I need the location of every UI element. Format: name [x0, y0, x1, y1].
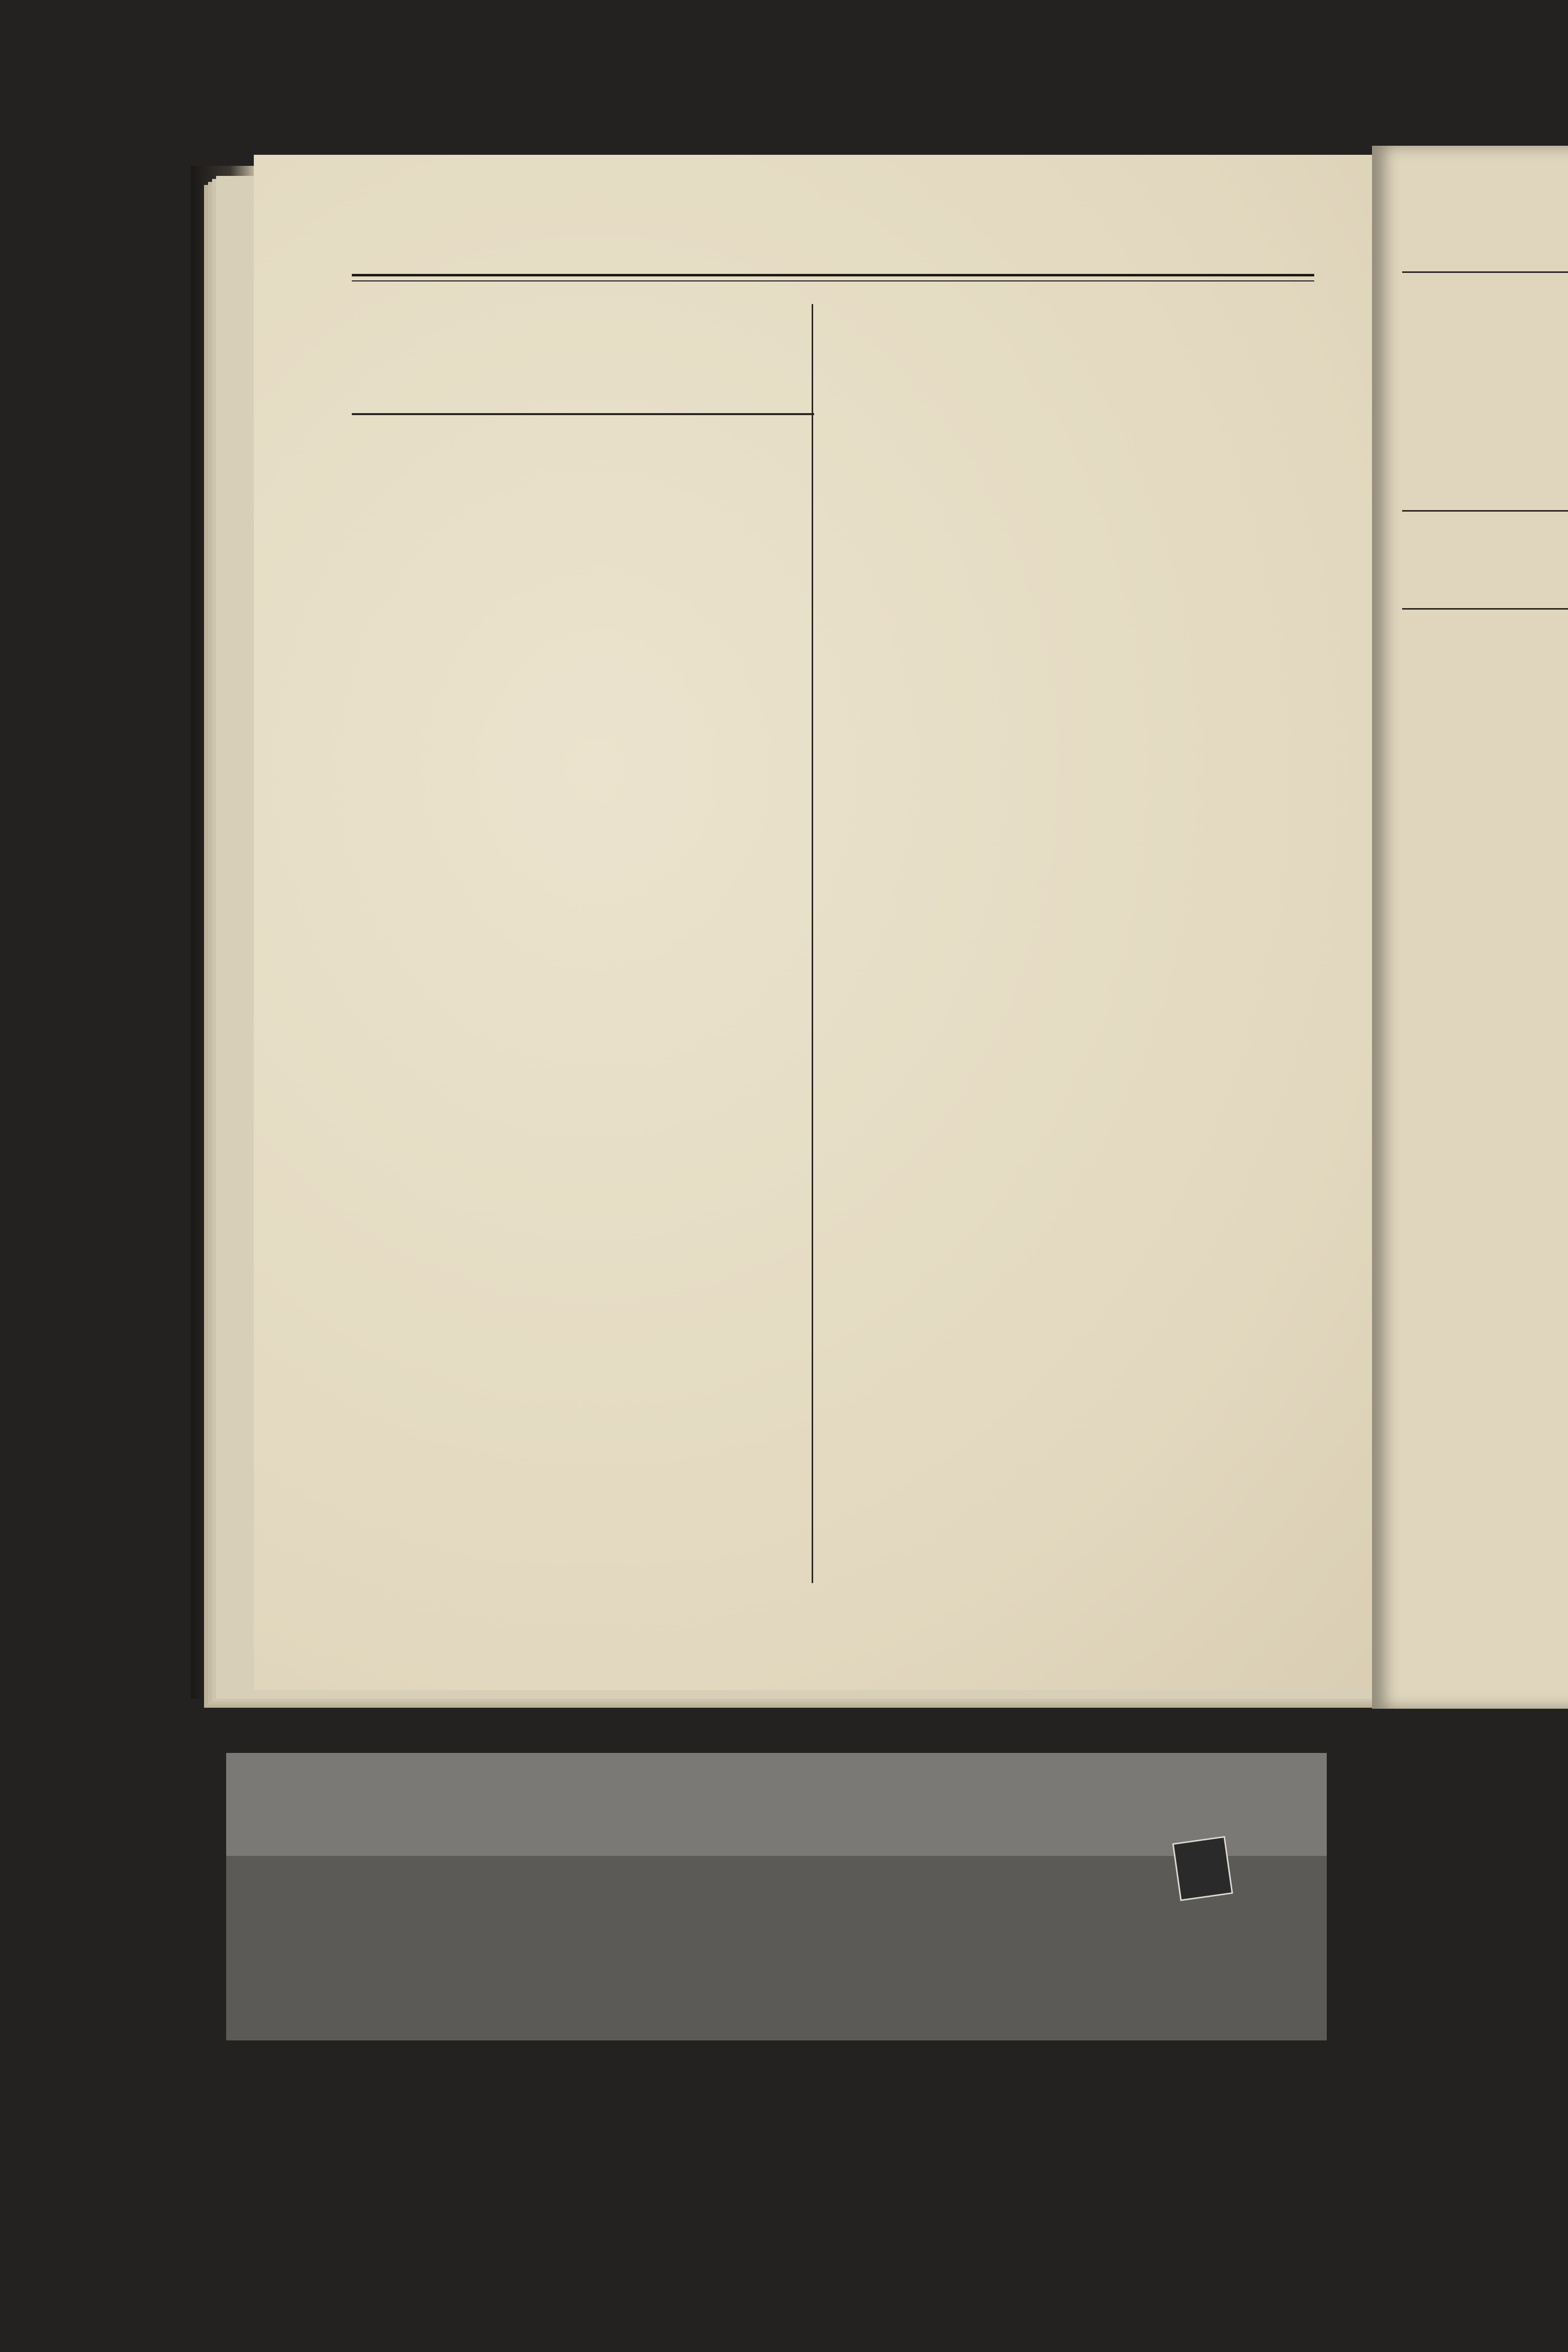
right-page-heading-rule: [1402, 608, 1568, 610]
right-page-body-text: [1407, 719, 1568, 1465]
danes-picta-logo: [1172, 1836, 1233, 1901]
book-page-right: [1372, 146, 1568, 1709]
header-rule-top: [352, 274, 1314, 276]
right-page-top-text: [1407, 299, 1568, 473]
column-divider: [812, 304, 813, 1583]
right-page-rule: [1402, 271, 1568, 273]
header-rule-bottom: [352, 280, 1314, 281]
section-rule: [352, 413, 814, 415]
measurement-ruler: [226, 1753, 1327, 1856]
book-page-left: [254, 155, 1395, 1690]
right-page-section-rule: [1402, 510, 1568, 512]
